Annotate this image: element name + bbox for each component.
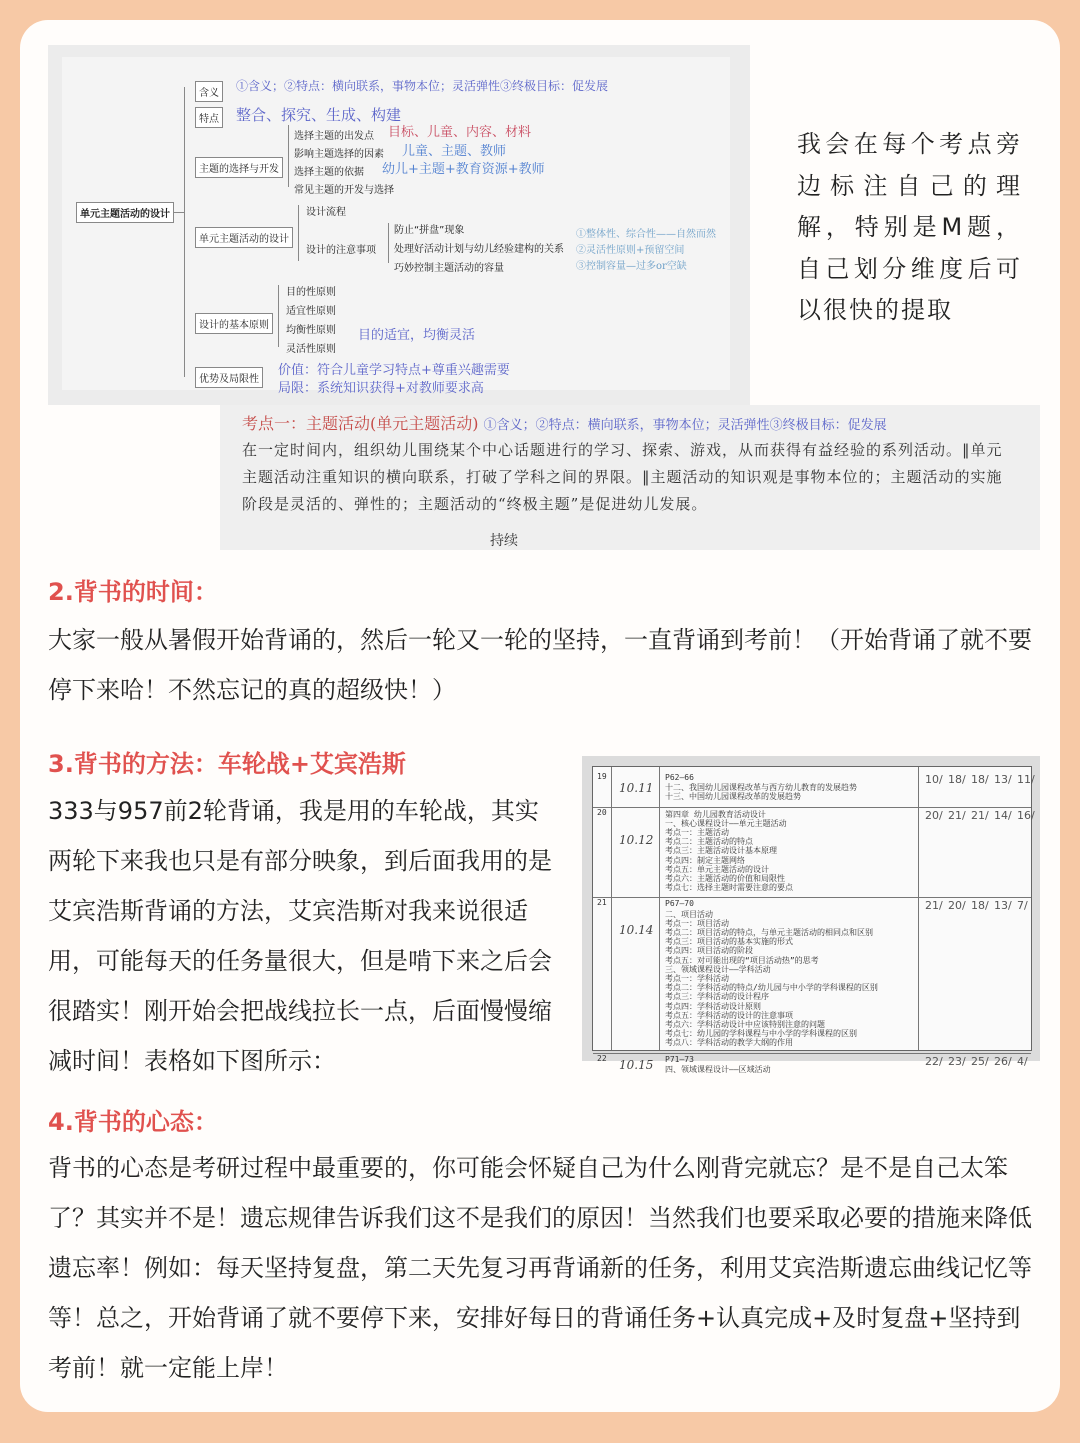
content-card — [20, 20, 1060, 1412]
table-row-item: 考点七：选择主题时需要注意的要点 — [665, 883, 793, 893]
table-row-item: 十三、中国幼儿园课程改革的发展趋势 — [665, 792, 801, 802]
table-row-item: 考点二：主题活动的特点 — [665, 837, 753, 847]
table-row-item: 第四章 幼儿园教育活动设计 — [665, 809, 766, 819]
table-check-mark: 7/ — [1017, 899, 1028, 913]
notes-title-handwritten: ①含义；②特点：横向联系，事物本位；灵活弹性③终极目标：促发展 — [483, 418, 887, 433]
handwritten-pros-1: 价值：符合儿童学习特点+尊重兴趣需要 — [278, 363, 510, 378]
table-check-mark: 4/ — [1017, 1054, 1028, 1068]
table-check-mark: 20/ — [925, 808, 943, 822]
table-row-item: 考点四：项目活动的阶段 — [665, 946, 753, 956]
table-row-number: 20 — [597, 807, 607, 817]
notes-image — [220, 405, 1040, 550]
table-check-mark: 21/ — [971, 808, 989, 822]
schedule-table — [592, 766, 1035, 1074]
table-check-mark: 20/ — [948, 899, 966, 913]
table-row-number: 21 — [597, 898, 607, 908]
table-row-item: 考点六：学科活动设计中应该特别注意的问题 — [665, 1020, 825, 1029]
handwritten-d2: ②灵活性原则+预留空间 — [576, 245, 685, 256]
table-check-mark: 18/ — [948, 773, 966, 786]
table-row-item: 考点四：制定主题网络 — [665, 855, 745, 865]
table-check-mark: 11/ — [1017, 773, 1035, 786]
mindmap-leaf: 选择主题的出发点 — [294, 131, 374, 142]
table-row-date: 10.11 — [619, 780, 654, 795]
table-row-item: 十二、我国幼儿园课程改革与西方幼儿教育的发展趋势 — [665, 783, 857, 793]
side-note: 我会在每个考点旁边标注自己的理解，特别是M题，自己划分维度后可以很快的提取 — [797, 130, 1022, 324]
section-text-mindset: 背书的心态是考研过程中最重要的，你可能会怀疑自己为什么刚背完就忘？是不是自己太笨了？其实并不是！遗忘规律告诉我们这不是我们的原因！当然我们也要采取必要的措施来降低遗忘率！例如：每天坚持复盘，第二天先复习再背诵新的任务，利用艾宾浩斯遗忘曲线记忆等等！总之，开始背诵了就不要停下来，安排好每日的背诵任务+认真完成+及时复盘+坚持到考前！就一定能上岸！ — [48, 1154, 1032, 1382]
table-row-item: 考点三：主题活动设计基本原理 — [665, 846, 777, 856]
mindmap-leaf: 灵活性原则 — [286, 344, 336, 355]
handwritten-meaning: ①含义；②特点：横向联系，事物本位；灵活弹性③终极目标：促发展 — [236, 79, 609, 93]
mindmap-node-principle: 设计的基本原则 — [195, 313, 273, 334]
mindmap-connector — [278, 285, 279, 347]
mindmap-leaf: 巧妙控制主题活动的容量 — [394, 263, 504, 274]
table-row-divider — [593, 1053, 1031, 1054]
table-row-item: 考点八：学科活动的教学大纲的作用 — [665, 1038, 793, 1048]
mindmap-root: 单元主题活动的设计 — [76, 202, 174, 223]
section-title-time: 2.背书的时间： — [48, 578, 218, 606]
notes-title — [242, 411, 887, 434]
table-row-item: 一、核心课程设计——单元主题活动 — [665, 818, 787, 828]
table-row-item: P71—73 — [665, 1054, 694, 1064]
table-row-divider — [593, 807, 1031, 808]
handwritten-d1: ①整体性、综合性——自然而然 — [576, 229, 716, 240]
mindmap-leaf: 常见主题的开发与选择 — [294, 185, 394, 196]
table-row-item: 考点二：项目活动的特点，与单元主题活动的相同点和区别 — [665, 928, 873, 937]
mindmap-image — [48, 45, 750, 405]
table-row-item: P62—66 — [665, 773, 694, 782]
mindmap-connector — [184, 87, 185, 377]
handwritten-feature: 整合、探究、生成、构建 — [236, 106, 402, 124]
mindmap-canvas — [62, 57, 730, 396]
table-row-item: P67—70 — [665, 899, 694, 909]
table-row-item: 考点一：学科活动 — [665, 974, 729, 983]
table-row-item: 二、项目活动 — [665, 909, 713, 919]
table-divider — [611, 767, 612, 1050]
notes-continue: 持续 — [490, 533, 518, 549]
table-row-number: 19 — [597, 772, 607, 781]
table-row-item: 考点五：单元主题活动的设计 — [665, 864, 769, 874]
table-row-item: 考点三：项目活动的基本实施的形式 — [665, 937, 793, 947]
section-text-method: 333与957前2轮背诵，我是用的车轮战，其实两轮下来我也只是有部分映象，到后面我用的是艾宾浩斯背诵的方法，艾宾浩斯对我来说很适用，可能每天的任务量很大，但是啃下来之后会很踏实！刚开始会把战线拉长一点，后面慢慢缩减时间！表格如下图所示： — [48, 797, 552, 1075]
table-row-number: 22 — [597, 1053, 607, 1063]
table-row-item: 三、领域课程设计——学科活动 — [665, 964, 771, 974]
mindmap-connector — [174, 212, 184, 213]
mindmap-node-design: 单元主题活动的设计 — [195, 227, 293, 248]
mindmap-leaf: 设计的注意事项 — [306, 245, 376, 256]
table-row-item: 考点五：对可能出现的“项目活动热”的思考 — [665, 955, 819, 965]
mindmap-leaf: 均衡性原则 — [286, 325, 336, 336]
table-row-item: 考点一：主题活动 — [665, 828, 729, 837]
table-check-mark: 21/ — [948, 808, 966, 822]
handwritten-s3: 幼儿+主题+教育资源+教师 — [382, 162, 545, 177]
table-divider — [918, 767, 919, 1050]
handwritten-s2: 儿童、主题、教师 — [402, 144, 507, 159]
table-row-item: 考点三：学科活动的设计程序 — [665, 992, 769, 1002]
mindmap-connector — [298, 205, 299, 261]
mindmap-connector — [388, 223, 389, 263]
table-row-item: 考点五：学科活动的设计的注意事项 — [665, 1010, 793, 1020]
notes-title-text: 考点一：主题活动(单元主题活动) — [242, 414, 479, 433]
table-row-item: 考点二：学科活动的特点/幼儿园与中小学的学科课程的区别 — [665, 983, 878, 993]
mindmap-leaf: 设计流程 — [306, 207, 346, 218]
table-row-date: 10.15 — [619, 1057, 654, 1072]
table-check-mark: 21/ — [925, 899, 943, 913]
schedule-table-image — [582, 756, 1040, 1074]
table-check-mark: 22/ — [925, 1054, 943, 1068]
mindmap-node-select: 主题的选择与开发 — [195, 157, 283, 178]
table-check-mark: 18/ — [971, 773, 989, 786]
table-row-item: 考点四：学科活动设计原则 — [665, 1001, 761, 1011]
table-row-item: 四、领域课程设计——区域活动 — [665, 1064, 771, 1074]
table-check-mark: 23/ — [948, 1054, 966, 1068]
table-row-divider — [593, 897, 1031, 898]
mindmap-connector — [288, 125, 289, 187]
mindmap-node-meaning: 含义 — [195, 81, 223, 102]
table-check-mark: 13/ — [994, 899, 1012, 913]
section-text-time: 大家一般从暑假开始背诵的，然后一轮又一轮的坚持，一直背诵到考前！（开始背诵了就不要停下来哈！不然忘记的真的超级快！） — [48, 626, 1032, 704]
mindmap-leaf: 适宜性原则 — [286, 306, 336, 317]
section-title-mindset: 4.背书的心态： — [48, 1108, 218, 1136]
table-check-mark: 25/ — [971, 1054, 989, 1068]
mindmap-leaf: 选择主题的依据 — [294, 167, 364, 178]
notes-body: 在一定时间内，组织幼儿围绕某个中心话题进行的学习、探索、游戏，从而获得有益经验的系列活动。‖单元主题活动注重知识的横向联系，打破了学科之间的界限。‖主题活动的知识观是事物本位的；主题活动的实施阶段是灵活的、弹性的；主题活动的“终极主题”是促进幼儿发展。 — [242, 441, 1003, 513]
table-row-item: 考点一：项目活动 — [665, 918, 729, 928]
table-check-mark: 14/ — [994, 808, 1012, 822]
table-check-mark: 26/ — [994, 1054, 1012, 1068]
handwritten-principle: 目的适宜，均衡灵活 — [358, 328, 476, 343]
table-row-item: 考点六：主题活动的价值和局限性 — [665, 874, 785, 883]
mindmap-node-pros: 优势及局限性 — [195, 367, 263, 388]
table-check-mark: 13/ — [994, 773, 1012, 786]
mindmap-leaf: 目的性原则 — [286, 287, 336, 298]
mindmap-leaf: 影响主题选择的因素 — [294, 149, 384, 160]
table-divider — [659, 767, 660, 1050]
section-title-method: 3.背书的方法：车轮战+艾宾浩斯 — [48, 750, 406, 778]
table-row-date: 10.14 — [619, 923, 654, 938]
handwritten-d3: ③控制容量—过多or空缺 — [576, 261, 687, 272]
mindmap-leaf: 防止“拼盘”现象 — [394, 225, 465, 236]
table-check-mark: 10/ — [925, 773, 943, 786]
handwritten-pros-2: 局限：系统知识获得+对教师要求高 — [278, 381, 484, 396]
mindmap-leaf: 处理好活动计划与幼儿经验建构的关系 — [394, 244, 564, 255]
table-row-date: 10.12 — [619, 832, 654, 847]
table-row-item: 考点七：幼儿园的学科课程与中小学的学科课程的区别 — [665, 1029, 857, 1039]
mindmap-node-feature: 特点 — [195, 107, 223, 128]
handwritten-s1: 目标、儿童、内容、材料 — [388, 125, 532, 140]
table-check-mark: 18/ — [971, 899, 989, 913]
table-check-mark: 16/ — [1017, 808, 1035, 822]
